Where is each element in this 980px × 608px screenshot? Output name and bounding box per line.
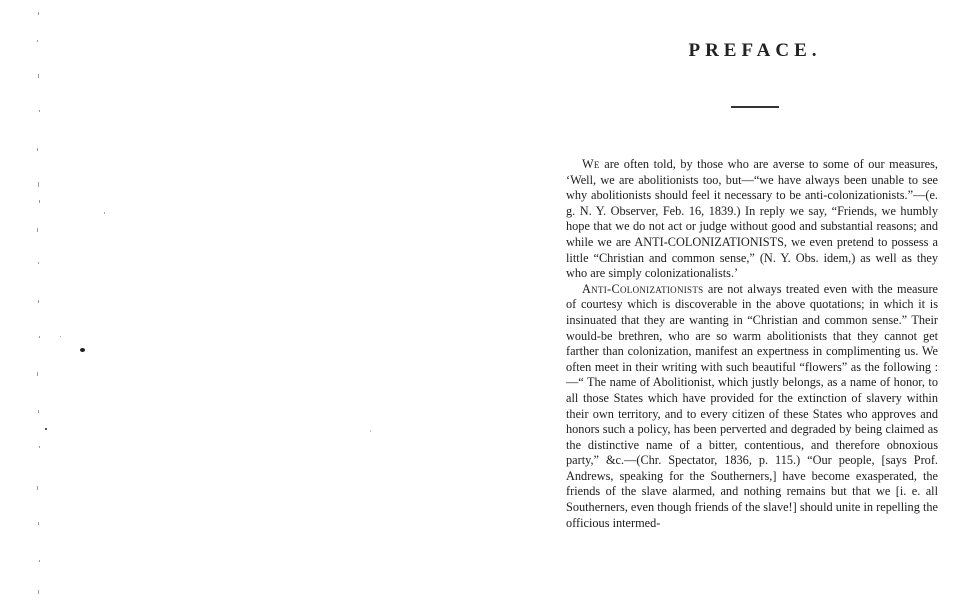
paragraph-1 [566,157,938,282]
paragraph-1-lead: We [582,157,600,171]
title-rule [731,106,779,108]
paragraph-2-text: are not always treated even with the measure of courtesy which is discoverable in the above quotations; in which it is insinuated that they are wanting in “Christian and common sense.” Their would-be brethren, who are so warm abolitionists that they cannot get farther than colonization, manifest an expertness in complimenting us. We often meet in their writing with such beautiful “flowers” as the following :—“ The name of Abolitionist, which justly belongs, as a name of honor, to all those States which have provided for the extinction of slavery within their own territory, and to every citizen of these States who approves and honors such a policy, has been perverted and degraded by being claimed as the distinctive name of a bitter, contentious, and therefore obnoxious party,” &c.—(Chr. Spectator, 1836, p. 115.) “Our people, [says Prof. Andrews, speaking for the Southerners,] have become exasperated, the friends of the slave alarmed, and nothing remains but that we [i. e. all Southerners, even though friends of the slave!] should unite in repelling the officious intermed- [566,281,938,530]
paragraph-1-text: are often told, by those who are averse to some of our measures, ‘Well, we are abolitionists too, but—“we have always been unable to see why abolitionists should feel it necessary to be anti-colonizationists.”—(e. g. N. Y. Observer, Feb. 16, 1839.) In reply we say, “Friends, we humbly hope that we do not act or judge without good and substantial reasons; and while we are ANTI-COLONIZATIONISTS, we even pretend to possess a little “Christian and common sense,” (N. Y. Obs. idem,) as well as they who are simply colonizationalists.’ [566,157,938,281]
page-gutter-marks [30,0,50,608]
preface-body [566,157,938,531]
page-title: PREFACE. [688,40,822,61]
paragraph-2 [566,282,938,532]
paragraph-2-lead: Anti-Colonizationists [582,281,704,296]
